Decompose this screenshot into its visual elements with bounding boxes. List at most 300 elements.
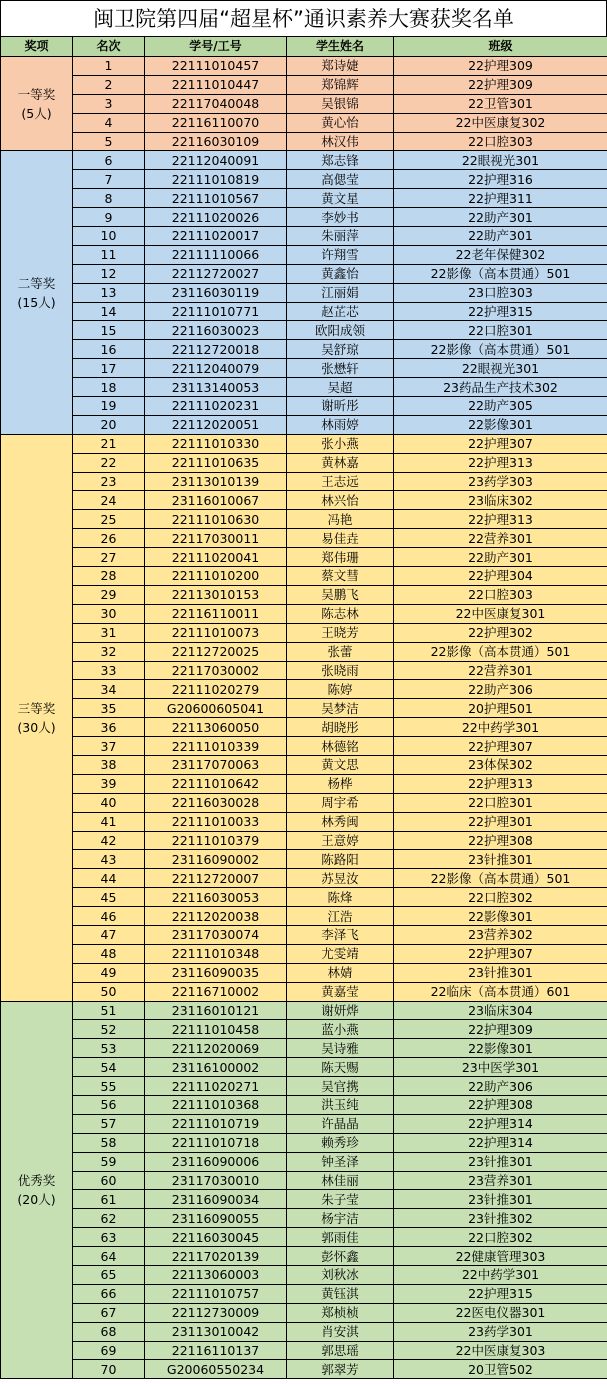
id-cell: 22112020038 <box>145 907 287 926</box>
table-row <box>1 397 607 416</box>
id-cell: 22111010718 <box>145 1133 287 1152</box>
class-cell: 23药学303 <box>394 472 607 491</box>
name-cell: 张懋轩 <box>287 359 394 378</box>
id-cell: 22111020271 <box>145 1077 287 1096</box>
name-cell: 陈路阳 <box>287 850 394 869</box>
rank-cell: 34 <box>73 680 145 699</box>
rank-cell: 28 <box>73 567 145 586</box>
table-row <box>1 189 607 208</box>
table-row <box>1 510 607 529</box>
id-cell: 23117070063 <box>145 755 287 774</box>
id-cell: 22112720018 <box>145 340 287 359</box>
rank-cell: 47 <box>73 925 145 944</box>
rank-cell: 55 <box>73 1077 145 1096</box>
id-cell: 22112720027 <box>145 264 287 283</box>
name-cell: 彭怀鑫 <box>287 1247 394 1266</box>
rank-cell: 60 <box>73 1171 145 1190</box>
rank-cell: 24 <box>73 491 145 510</box>
rank-cell: 48 <box>73 944 145 963</box>
class-cell: 22影像（高本贯通）501 <box>394 264 607 283</box>
class-cell: 23临床302 <box>394 491 607 510</box>
rank-cell: 41 <box>73 812 145 831</box>
name-cell: 赖秀珍 <box>287 1133 394 1152</box>
id-cell: 22111010771 <box>145 302 287 321</box>
table-row <box>1 888 607 907</box>
class-cell: 22护理307 <box>394 944 607 963</box>
class-cell: 22护理302 <box>394 623 607 642</box>
name-cell: 肖安淇 <box>287 1322 394 1341</box>
name-cell: 林佳丽 <box>287 1171 394 1190</box>
table-row <box>1 415 607 434</box>
name-cell: 冯艳 <box>287 510 394 529</box>
class-cell: 22眼视光301 <box>394 151 607 170</box>
table-row <box>1 1171 607 1190</box>
table-row <box>1 1228 607 1247</box>
id-cell: 22111010635 <box>145 453 287 472</box>
class-cell: 22助产306 <box>394 1077 607 1096</box>
name-cell: 高偲莹 <box>287 170 394 189</box>
id-cell: 22111010719 <box>145 1114 287 1133</box>
table-row <box>1 699 607 718</box>
name-cell: 陈烽 <box>287 888 394 907</box>
award-table-body <box>1 57 607 1379</box>
table-row <box>1 755 607 774</box>
class-cell: 23营养301 <box>394 1171 607 1190</box>
table-row <box>1 850 607 869</box>
table-row <box>1 944 607 963</box>
rank-cell: 43 <box>73 850 145 869</box>
name-cell: 苏昱汝 <box>287 869 394 888</box>
rank-cell: 19 <box>73 397 145 416</box>
table-row <box>1 774 607 793</box>
table-row <box>1 1209 607 1228</box>
class-cell: 22护理316 <box>394 170 607 189</box>
table-row <box>1 1341 607 1360</box>
class-cell: 20护理501 <box>394 699 607 718</box>
name-cell: 陈婷 <box>287 680 394 699</box>
class-cell: 20卫管502 <box>394 1360 607 1379</box>
id-cell: 22112720025 <box>145 642 287 661</box>
rank-cell: 61 <box>73 1190 145 1209</box>
name-cell: 黄文思 <box>287 755 394 774</box>
id-cell: 23116090035 <box>145 963 287 982</box>
name-cell: 江丽娟 <box>287 283 394 302</box>
table-row <box>1 321 607 340</box>
id-cell: 22116110070 <box>145 113 287 132</box>
id-cell: 22113060003 <box>145 1266 287 1285</box>
rank-cell: 38 <box>73 755 145 774</box>
class-cell: 22助产301 <box>394 548 607 567</box>
table-row <box>1 869 607 888</box>
class-cell: 22护理309 <box>394 75 607 94</box>
award-table <box>0 36 607 1379</box>
class-cell: 22老年保健302 <box>394 245 607 264</box>
id-cell: 22116030028 <box>145 793 287 812</box>
id-cell: 22113010153 <box>145 585 287 604</box>
name-cell: 林秀闽 <box>287 812 394 831</box>
rank-cell: 10 <box>73 227 145 246</box>
award-level-name: 二等奖 <box>17 275 56 291</box>
name-cell: 郑诗婕 <box>287 57 394 76</box>
table-row <box>1 812 607 831</box>
rank-cell: 17 <box>73 359 145 378</box>
table-row <box>1 529 607 548</box>
award-level-cell <box>1 151 73 434</box>
class-cell: 23针推301 <box>394 963 607 982</box>
table-row <box>1 1322 607 1341</box>
id-cell: 22111010819 <box>145 170 287 189</box>
id-cell: 22111010642 <box>145 774 287 793</box>
name-cell: 林德铭 <box>287 737 394 756</box>
class-cell: 22中医康复301 <box>394 604 607 623</box>
rank-cell: 42 <box>73 831 145 850</box>
header-id: 学号/工号 <box>145 37 287 57</box>
rank-cell: 16 <box>73 340 145 359</box>
class-cell: 22护理311 <box>394 189 607 208</box>
name-cell: 胡晓彤 <box>287 718 394 737</box>
name-cell: 许翔雪 <box>287 245 394 264</box>
class-cell: 23针推301 <box>394 1152 607 1171</box>
id-cell: 22112040091 <box>145 151 287 170</box>
class-cell: 22护理313 <box>394 774 607 793</box>
id-cell: 23113010042 <box>145 1322 287 1341</box>
class-cell: 23体保302 <box>394 755 607 774</box>
name-cell: 杨宇洁 <box>287 1209 394 1228</box>
rank-cell: 32 <box>73 642 145 661</box>
class-cell: 23针推301 <box>394 850 607 869</box>
class-cell: 22助产306 <box>394 680 607 699</box>
table-row <box>1 132 607 151</box>
award-level-name: 一等奖 <box>17 86 56 102</box>
table-row <box>1 1247 607 1266</box>
id-cell: 22111010368 <box>145 1095 287 1114</box>
id-cell: G20600605041 <box>145 699 287 718</box>
name-cell: 朱子莹 <box>287 1190 394 1209</box>
name-cell: 林雨婷 <box>287 415 394 434</box>
name-cell: 吴超 <box>287 378 394 397</box>
name-cell: 蔡文彗 <box>287 567 394 586</box>
table-row <box>1 907 607 926</box>
table-row <box>1 831 607 850</box>
class-cell: 22口腔301 <box>394 321 607 340</box>
table-row <box>1 283 607 302</box>
table-row <box>1 227 607 246</box>
name-cell: 钟圣泽 <box>287 1152 394 1171</box>
rank-cell: 44 <box>73 869 145 888</box>
award-level-name: 三等奖 <box>17 700 56 716</box>
id-cell: 22116030109 <box>145 132 287 151</box>
award-level-count: (15人) <box>17 294 56 310</box>
name-cell: 许晶晶 <box>287 1114 394 1133</box>
class-cell: 23营养302 <box>394 925 607 944</box>
name-cell: 林兴怡 <box>287 491 394 510</box>
name-cell: 林婧 <box>287 963 394 982</box>
rank-cell: 9 <box>73 208 145 227</box>
name-cell: 黄钰淇 <box>287 1284 394 1303</box>
rank-cell: 50 <box>73 982 145 1001</box>
id-cell: 22111110066 <box>145 245 287 264</box>
table-row <box>1 340 607 359</box>
id-cell: 22111010447 <box>145 75 287 94</box>
class-cell: 22助产305 <box>394 397 607 416</box>
rank-cell: 51 <box>73 1001 145 1020</box>
table-row <box>1 661 607 680</box>
id-cell: 23116090034 <box>145 1190 287 1209</box>
table-row <box>1 75 607 94</box>
name-cell: 欧阳成领 <box>287 321 394 340</box>
table-row <box>1 585 607 604</box>
id-cell: 22117040048 <box>145 94 287 113</box>
table-row <box>1 1303 607 1322</box>
table-row <box>1 604 607 623</box>
table-row <box>1 737 607 756</box>
id-cell: 22116030023 <box>145 321 287 340</box>
name-cell: 张小燕 <box>287 434 394 453</box>
id-cell: 22111020279 <box>145 680 287 699</box>
class-cell: 23针推302 <box>394 1209 607 1228</box>
class-cell: 22护理307 <box>394 737 607 756</box>
rank-cell: 6 <box>73 151 145 170</box>
table-row <box>1 1077 607 1096</box>
award-level-count: (5人) <box>21 105 52 121</box>
rank-cell: 70 <box>73 1360 145 1379</box>
class-cell: 23临床304 <box>394 1001 607 1020</box>
id-cell: 22111010033 <box>145 812 287 831</box>
class-cell: 23口腔303 <box>394 283 607 302</box>
rank-cell: 53 <box>73 1039 145 1058</box>
table-row <box>1 1152 607 1171</box>
id-cell: 22112730009 <box>145 1303 287 1322</box>
table-row <box>1 151 607 170</box>
rank-cell: 40 <box>73 793 145 812</box>
table-row <box>1 472 607 491</box>
class-cell: 22中药学301 <box>394 1266 607 1285</box>
class-cell: 22助产301 <box>394 208 607 227</box>
id-cell: 22112720007 <box>145 869 287 888</box>
rank-cell: 15 <box>73 321 145 340</box>
table-row <box>1 718 607 737</box>
rank-cell: 8 <box>73 189 145 208</box>
class-cell: 22中医康复303 <box>394 1341 607 1360</box>
name-cell: 蓝小燕 <box>287 1020 394 1039</box>
name-cell: 周宇希 <box>287 793 394 812</box>
table-row <box>1 1266 607 1285</box>
name-cell: 黄鑫怡 <box>287 264 394 283</box>
header-row <box>1 37 607 57</box>
id-cell: 22111010330 <box>145 434 287 453</box>
class-cell: 22卫管301 <box>394 94 607 113</box>
id-cell: 22111010567 <box>145 189 287 208</box>
rank-cell: 7 <box>73 170 145 189</box>
name-cell: 陈志林 <box>287 604 394 623</box>
class-cell: 22护理314 <box>394 1133 607 1152</box>
id-cell: 22112020069 <box>145 1039 287 1058</box>
class-cell: 22护理314 <box>394 1114 607 1133</box>
table-row <box>1 302 607 321</box>
rank-cell: 2 <box>73 75 145 94</box>
name-cell: 李泽飞 <box>287 925 394 944</box>
header-rank: 名次 <box>73 37 145 57</box>
rank-cell: 21 <box>73 434 145 453</box>
class-cell: 23药品生产技术302 <box>394 378 607 397</box>
name-cell: 王志远 <box>287 472 394 491</box>
table-row <box>1 642 607 661</box>
table-row <box>1 1114 607 1133</box>
id-cell: 23116090006 <box>145 1152 287 1171</box>
table-row <box>1 963 607 982</box>
class-cell: 22健康管理303 <box>394 1247 607 1266</box>
class-cell: 22影像301 <box>394 907 607 926</box>
name-cell: 杨桦 <box>287 774 394 793</box>
rank-cell: 56 <box>73 1095 145 1114</box>
rank-cell: 59 <box>73 1152 145 1171</box>
rank-cell: 66 <box>73 1284 145 1303</box>
rank-cell: 65 <box>73 1266 145 1285</box>
id-cell: 23116090055 <box>145 1209 287 1228</box>
table-row <box>1 57 607 76</box>
name-cell: 吴鹏飞 <box>287 585 394 604</box>
rank-cell: 52 <box>73 1020 145 1039</box>
class-cell: 22助产301 <box>394 227 607 246</box>
id-cell: 23116030119 <box>145 283 287 302</box>
class-cell: 22临床（高本贯通）601 <box>394 982 607 1001</box>
rank-cell: 39 <box>73 774 145 793</box>
table-row <box>1 113 607 132</box>
class-cell: 22营养301 <box>394 529 607 548</box>
name-cell: 陈天赐 <box>287 1058 394 1077</box>
rank-cell: 29 <box>73 585 145 604</box>
id-cell: 22117030011 <box>145 529 287 548</box>
name-cell: 吴诗雅 <box>287 1039 394 1058</box>
award-level-name: 优秀奖 <box>17 1172 56 1188</box>
class-cell: 22营养301 <box>394 661 607 680</box>
name-cell: 王意婷 <box>287 831 394 850</box>
rank-cell: 45 <box>73 888 145 907</box>
id-cell: 22116030045 <box>145 1228 287 1247</box>
table-row <box>1 264 607 283</box>
class-cell: 22护理301 <box>394 812 607 831</box>
id-cell: 23113140053 <box>145 378 287 397</box>
award-level-count: (20人) <box>17 1191 56 1207</box>
rank-cell: 33 <box>73 661 145 680</box>
id-cell: 22112040079 <box>145 359 287 378</box>
class-cell: 22影像301 <box>394 415 607 434</box>
rank-cell: 63 <box>73 1228 145 1247</box>
table-row <box>1 1133 607 1152</box>
name-cell: 黄嘉莹 <box>287 982 394 1001</box>
table-row <box>1 1190 607 1209</box>
table-row <box>1 94 607 113</box>
rank-cell: 30 <box>73 604 145 623</box>
class-cell: 23针推301 <box>394 1190 607 1209</box>
rank-cell: 62 <box>73 1209 145 1228</box>
rank-cell: 12 <box>73 264 145 283</box>
id-cell: 22111020231 <box>145 397 287 416</box>
name-cell: 郑锦辉 <box>287 75 394 94</box>
name-cell: 郭思瑶 <box>287 1341 394 1360</box>
name-cell: 郭雨佳 <box>287 1228 394 1247</box>
rank-cell: 25 <box>73 510 145 529</box>
id-cell: 22116030053 <box>145 888 287 907</box>
id-cell: 23117030010 <box>145 1171 287 1190</box>
rank-cell: 11 <box>73 245 145 264</box>
name-cell: 王晓芳 <box>287 623 394 642</box>
rank-cell: 5 <box>73 132 145 151</box>
id-cell: 22111010630 <box>145 510 287 529</box>
id-cell: 22117020139 <box>145 1247 287 1266</box>
name-cell: 江浩 <box>287 907 394 926</box>
id-cell: 22111010458 <box>145 1020 287 1039</box>
name-cell: 吴官携 <box>287 1077 394 1096</box>
id-cell: 22116110011 <box>145 604 287 623</box>
table-row <box>1 793 607 812</box>
table-row <box>1 208 607 227</box>
table-row <box>1 453 607 472</box>
name-cell: 刘秋冰 <box>287 1266 394 1285</box>
id-cell: 22116110137 <box>145 1341 287 1360</box>
name-cell: 黄心怡 <box>287 113 394 132</box>
rank-cell: 4 <box>73 113 145 132</box>
table-row <box>1 1001 607 1020</box>
name-cell: 谢妍烨 <box>287 1001 394 1020</box>
name-cell: 谢昕彤 <box>287 397 394 416</box>
name-cell: 李妙书 <box>287 208 394 227</box>
rank-cell: 35 <box>73 699 145 718</box>
id-cell: 22117030002 <box>145 661 287 680</box>
rank-cell: 57 <box>73 1114 145 1133</box>
id-cell: 22112020051 <box>145 415 287 434</box>
id-cell: 23116100002 <box>145 1058 287 1077</box>
award-level-count: (30人) <box>17 719 56 735</box>
id-cell: 22111020026 <box>145 208 287 227</box>
name-cell: 吴银锦 <box>287 94 394 113</box>
page-title: 闽卫院第四届“超星杯”通识素养大赛获奖名单 <box>0 0 607 36</box>
name-cell: 尤雯靖 <box>287 944 394 963</box>
name-cell: 洪玉纯 <box>287 1095 394 1114</box>
table-row <box>1 1360 607 1379</box>
table-row <box>1 359 607 378</box>
name-cell: 张晓雨 <box>287 661 394 680</box>
table-row <box>1 434 607 453</box>
table-row <box>1 1095 607 1114</box>
id-cell: 22111020017 <box>145 227 287 246</box>
table-row <box>1 567 607 586</box>
id-cell: 22116710002 <box>145 982 287 1001</box>
name-cell: 吴梦洁 <box>287 699 394 718</box>
rank-cell: 67 <box>73 1303 145 1322</box>
rank-cell: 23 <box>73 472 145 491</box>
table-row <box>1 680 607 699</box>
class-cell: 22护理309 <box>394 1020 607 1039</box>
class-cell: 22口腔302 <box>394 1228 607 1247</box>
rank-cell: 14 <box>73 302 145 321</box>
class-cell: 22护理304 <box>394 567 607 586</box>
id-cell: 22111010200 <box>145 567 287 586</box>
class-cell: 23中医学301 <box>394 1058 607 1077</box>
id-cell: 22111010457 <box>145 57 287 76</box>
rank-cell: 64 <box>73 1247 145 1266</box>
name-cell: 黄文星 <box>287 189 394 208</box>
id-cell: 22111010348 <box>145 944 287 963</box>
rank-cell: 37 <box>73 737 145 756</box>
table-row <box>1 491 607 510</box>
id-cell: 22111010339 <box>145 737 287 756</box>
id-cell: 23116010067 <box>145 491 287 510</box>
award-level-cell <box>1 434 73 1001</box>
table-row <box>1 1039 607 1058</box>
table-row <box>1 170 607 189</box>
rank-cell: 20 <box>73 415 145 434</box>
